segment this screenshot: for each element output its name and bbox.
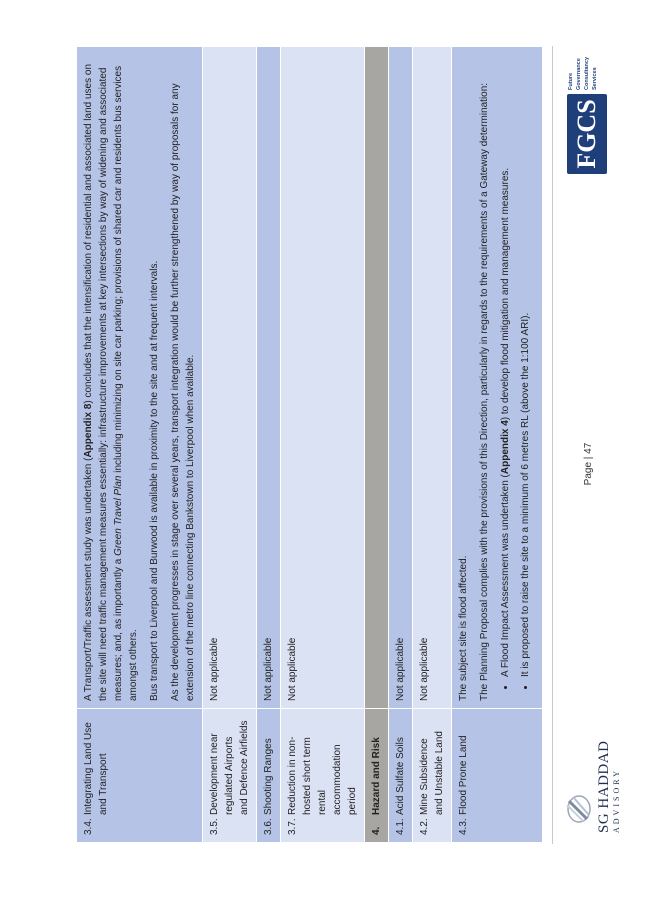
row-label: Flood Prone Land bbox=[458, 735, 469, 815]
row-label-cell bbox=[281, 709, 365, 843]
section-heading bbox=[365, 709, 389, 843]
row-number: 3.6. bbox=[263, 818, 274, 835]
row-number: 3.7. bbox=[287, 818, 298, 835]
row-label: Reduction in non-hosted short term rental accommodation period bbox=[287, 736, 358, 815]
row-number: 4.3. bbox=[458, 818, 469, 835]
row-label-cell bbox=[413, 709, 452, 843]
paragraph: As the development progresses in stage over several years, transport integration would be further strengthened by way of proposals for any extension of the metro line connecting Bankstown to Liverpool when available. bbox=[170, 83, 196, 701]
paragraph: Bus transport to Liverpool and Burwood is available in proximity to the site and at frequent intervals. bbox=[149, 260, 160, 701]
row-value: Not applicable bbox=[413, 47, 452, 709]
row-label-cell bbox=[77, 709, 203, 843]
list-item: • It is proposed to raise the site to a minimum of 6 metres RL (above the 1:100 ARI). bbox=[518, 54, 533, 677]
row-label-cell bbox=[389, 709, 413, 843]
list-item bbox=[498, 54, 513, 677]
sg-haddad-subtitle: ADVISORY bbox=[612, 768, 621, 833]
fgcs-logo-text bbox=[567, 57, 599, 90]
row-label-cell bbox=[257, 709, 281, 843]
row-number: 4.2. bbox=[419, 818, 430, 835]
row-label: Acid Sulfate Soils bbox=[395, 737, 406, 815]
section-heading-spacer bbox=[365, 47, 389, 709]
table-row bbox=[452, 47, 543, 843]
row-label: Development near regulated Airports and Defence Airfields bbox=[209, 720, 250, 815]
table-row bbox=[281, 47, 365, 843]
fgcs-line: Services bbox=[592, 67, 598, 90]
text: ) concludes that the intensification of residential and associated land uses on the site will need traffic management measures essentially: infrastructure improvements at key intersections by way of widening and associated measures; and, as importantly a bbox=[83, 63, 124, 701]
row-label-cell bbox=[203, 709, 257, 843]
row-number: 4.1. bbox=[395, 818, 406, 835]
text: A Transport/Traffic assessment study was undertaken ( bbox=[83, 457, 94, 701]
paragraph bbox=[81, 54, 141, 701]
row-value: Not applicable bbox=[203, 47, 257, 709]
planning-table bbox=[76, 46, 543, 843]
page-number: Page | 47 bbox=[583, 442, 594, 486]
section-number: 4. bbox=[371, 826, 382, 835]
emphasis: Green Travel Plan bbox=[113, 475, 124, 556]
row-label: Mine Subsidence and Unstable Land bbox=[419, 731, 445, 815]
fgcs-logo: FGCS bbox=[567, 94, 607, 174]
row-number: 3.4. bbox=[83, 818, 94, 835]
appendix-ref: Appendix 4 bbox=[500, 420, 511, 475]
fgcs-line: Future bbox=[568, 72, 574, 90]
row-label-cell bbox=[452, 709, 543, 843]
row-value: Not applicable bbox=[389, 47, 413, 709]
row-number: 3.5. bbox=[209, 818, 220, 835]
paragraph: The Planning Proposal complies with the provisions of this Direction, particularly in regards to the requirements of a Gateway determination: bbox=[479, 82, 490, 701]
fgcs-line: Governance bbox=[576, 58, 582, 90]
bullet-list bbox=[498, 54, 533, 701]
row-content-cell bbox=[77, 47, 203, 709]
section-heading-row bbox=[365, 47, 389, 843]
text: A Flood Impact Assessment was undertaken ( bbox=[500, 474, 511, 677]
table-row bbox=[389, 47, 413, 843]
row-label: Shooting Ranges bbox=[263, 738, 274, 815]
section-title: Hazard and Risk bbox=[371, 737, 382, 815]
fgcs-line: Consultancy bbox=[584, 56, 590, 90]
row-content-cell bbox=[452, 47, 543, 709]
text: including minimizing on site car parking; provisions of shared car and residents bus services amongst others. bbox=[113, 65, 139, 701]
table-row bbox=[413, 47, 452, 843]
row-value: Not applicable bbox=[257, 47, 281, 709]
footer-divider bbox=[552, 46, 553, 844]
paragraph: The subject site is flood affected. bbox=[458, 555, 469, 701]
table-row bbox=[257, 47, 281, 843]
row-value: Not applicable bbox=[281, 47, 365, 709]
table-row bbox=[203, 47, 257, 843]
text: ) to develop flood mitigation and management measures. bbox=[500, 167, 511, 421]
sg-haddad-name: SG HADDAD bbox=[596, 740, 612, 833]
table-row bbox=[77, 47, 203, 843]
row-label: Integrating Land Use and Transport bbox=[83, 722, 109, 815]
appendix-ref: Appendix 8 bbox=[83, 403, 94, 458]
